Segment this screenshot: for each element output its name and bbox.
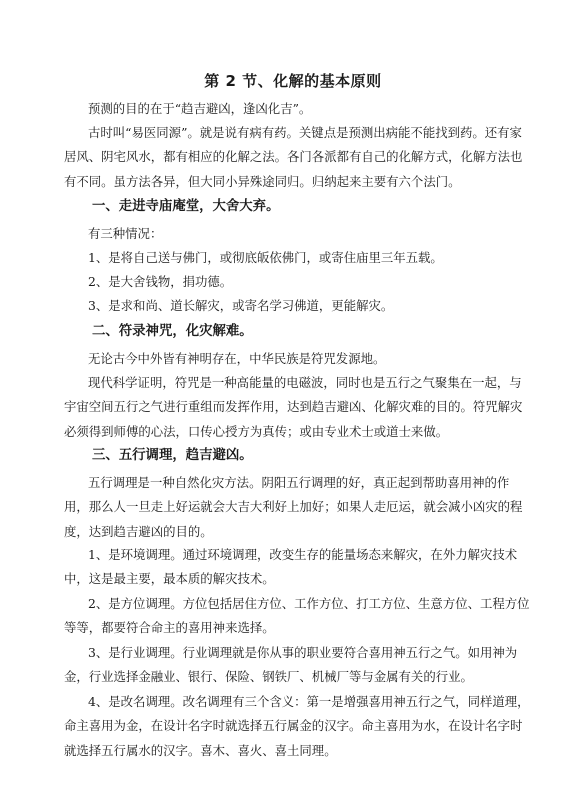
paragraph: 3、是求和尚、道长解灾，或寄名学习佛道，更能解灾。: [88, 298, 394, 313]
heading-2: 二、符录神咒，化灾解难。: [92, 324, 253, 339]
paragraph: 2、是大舍钱物，捐功德。: [88, 274, 233, 289]
paragraph: 有三种情况：: [88, 226, 163, 241]
paragraph: 3、是行业调理。行业调理就是你从事的职业要符合喜用神五行之气。如用神为金，行业选择金融业、银行、保险、钢铁厂、机械厂等与金属有关的行业。: [64, 645, 518, 685]
paragraph: 五行调理是一种自然化灾方法。阴阳五行调理的好，真正起到帮助喜用神的作用，那么人一旦走上好运就会大吉大利好上加好；如果人走厄运，就会减小凶灾的程度，达到趋吉避凶的目的。: [64, 475, 523, 539]
intro-paragraph-1: 预测的目的在于“趋吉避凶，逢凶化吉”。: [88, 101, 312, 116]
paragraph: 4、是改名调理。改名调理有三个含义：第一是增强喜用神五行之气，同样道理，命主喜用为金，在设计名字时就选择五行属金的汉字。命主喜用为水，在设计名字时就选择五行属水的汉字。喜木、喜火、喜土同理。: [64, 694, 530, 758]
heading-3: 三、五行调理，趋吉避凶。: [92, 448, 253, 463]
intro-paragraph-2: 古时叫“易医同源”。就是说有病有药。关键点是预测出病能不能找到药。还有家居风、阴宅风水，都有相应的化解之法。各门各派都有自己的化解方式，化解方法也有不同。虽方法各异，但大同小异殊途同归。归纳起来主要有六个法门。: [64, 125, 523, 189]
paragraph: 1、是环境调理。通过环境调理，改变生存的能量场态来解灾，在外力解灾技术中，这是最主要，最本质的解灾技术。: [64, 547, 518, 587]
section-title: 第 2 节、化解的基本原则: [204, 72, 382, 90]
paragraph: 1、是将自己送与佛门，或彻底皈依佛门，或寄住庙里三年五载。: [88, 250, 443, 265]
paragraph: 2、是方位调理。方位包括居住方位、工作方位、打工方位、生意方位、工程方位等等，都要符合命主的喜用神来选择。: [64, 596, 530, 636]
heading-1: 一、走进寺庙庵堂，大舍大弃。: [92, 199, 280, 214]
paragraph: 现代科学证明，符咒是一种高能量的电磁波，同时也是五行之气聚集在一起，与宇宙空间五行之气进行重组而发挥作用，达到趋吉避凶、化解灾难的目的。符咒解灾必须得到师傅的心法，口传心授方为真传；或由专业术士或道士来做。: [64, 375, 523, 439]
paragraph: 无论古今中外皆有神明存在，中华民族是符咒发源地。: [88, 351, 386, 366]
